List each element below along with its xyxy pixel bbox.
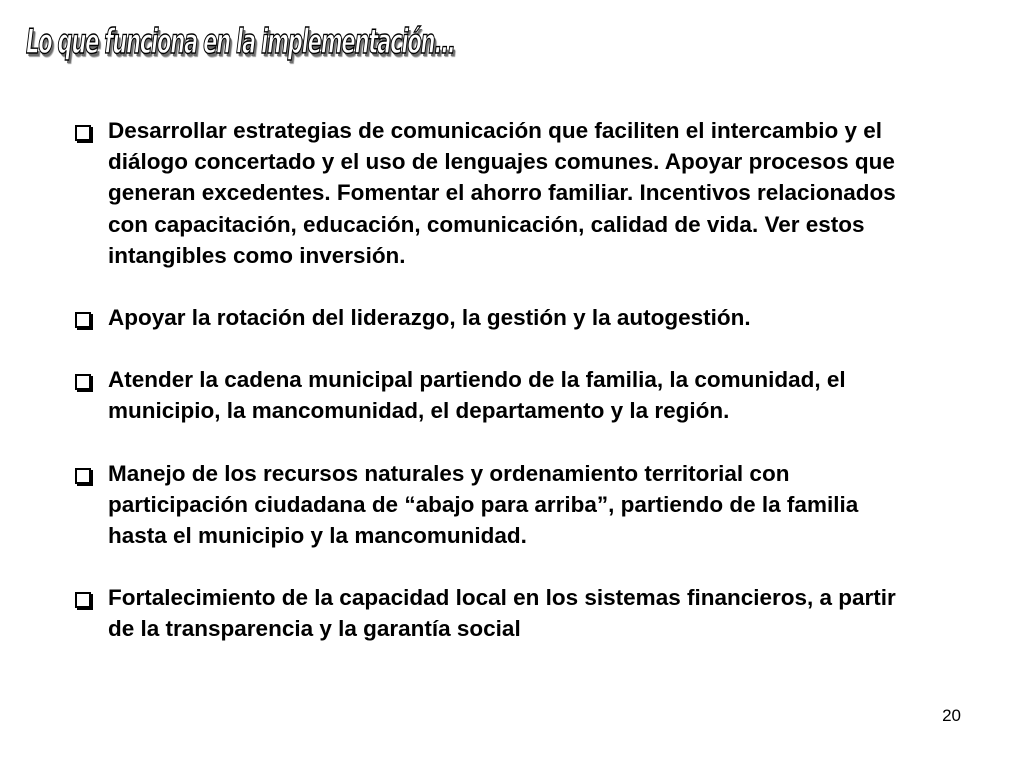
page-number: 20 (942, 706, 961, 725)
bullet-text: Apoyar la rotación del liderazgo, la gestión y la autogestión. (108, 305, 751, 331)
bullet-item (72, 302, 922, 333)
bullet-item (72, 458, 922, 552)
square-bullet-icon (75, 468, 91, 484)
bullet-list (72, 115, 922, 676)
bullet-item (72, 115, 922, 271)
bullet-text: Manejo de los recursos naturales y ordenamiento territorial con participación ciudadana de “abajo para arriba”, partiendo de la familia hasta el municipio y la mancomunidad. (108, 460, 859, 549)
square-bullet-icon (75, 125, 91, 141)
square-bullet-icon (75, 312, 91, 328)
slide-title: Lo que funciona en la implementación... (26, 22, 455, 62)
square-bullet-icon (75, 374, 91, 390)
bullet-text: Atender la cadena municipal partiendo de la familia, la comunidad, el municipio, la mancomunidad, el departamento y la región. (108, 367, 846, 424)
square-bullet-icon (75, 592, 91, 608)
bullet-text: Desarrollar estrategias de comunicación que faciliten el intercambio y el diálogo concertado y el uso de lenguajes comunes. Apoyar procesos que generan excedentes. Fomentar el ahorro familiar. Incentivos relacionados con capacitación, educación, comunicación, calidad de vida. Ver estos intangibles como inversión. (108, 118, 896, 268)
bullet-item (72, 364, 922, 426)
bullet-text: Fortalecimiento de la capacidad local en los sistemas financieros, a partir de la transparencia y la garantía social (108, 585, 896, 642)
bullet-item (72, 582, 922, 644)
